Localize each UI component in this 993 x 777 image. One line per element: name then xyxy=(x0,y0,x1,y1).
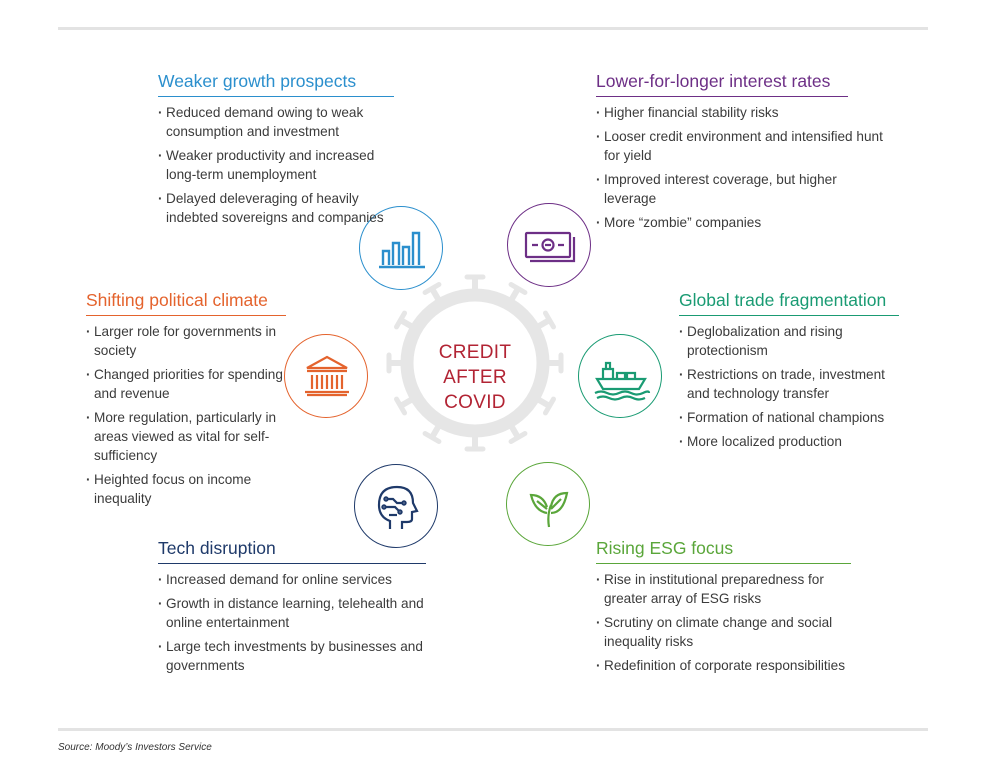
bullet-list xyxy=(596,570,861,675)
theme-title: Lower-for-longer interest rates xyxy=(596,70,848,97)
bullet-text: Large tech investments by businesses and governments xyxy=(166,639,423,673)
virus-spike xyxy=(512,290,517,299)
bullet-list xyxy=(158,570,426,675)
virus-spike xyxy=(539,321,548,326)
bullet-text: Rise in institutional preparedness for greater array of ESG risks xyxy=(604,572,824,606)
bullet-text: Improved interest coverage, but higher leverage xyxy=(604,172,837,206)
bullet-text: More regulation, particularly in areas viewed as vital for self-sufficiency xyxy=(94,410,277,463)
bullet-text: Looser credit environment and intensified hunt for yield xyxy=(604,129,883,163)
source-note: Source: Moody’s Investors Service xyxy=(58,742,212,753)
bullet-text: Growth in distance learning, telehealth and online entertainment xyxy=(166,596,424,630)
bullet-item xyxy=(596,613,861,651)
bullet-item xyxy=(86,365,291,403)
bullet-text: Reduced demand owing to weak consumption and investment xyxy=(166,105,364,139)
bullet-item xyxy=(158,103,403,141)
center-line-1: CREDIT xyxy=(438,342,512,363)
bullet-text: Higher financial stability risks xyxy=(604,105,779,120)
virus-spike xyxy=(539,400,548,405)
bullet-dot: · xyxy=(596,105,601,120)
center-label xyxy=(420,340,530,415)
bullet-text: Heighted focus on income inequality xyxy=(94,472,252,506)
bullet-text: Redefinition of corporate responsibilities xyxy=(604,658,846,673)
bullet-text: More “zombie” companies xyxy=(604,215,762,230)
bullet-text: Weaker productivity and increased long-term unemployment xyxy=(166,148,375,182)
virus-spike xyxy=(402,321,411,326)
trade-icon-circle xyxy=(578,334,662,418)
bullet-text: Larger role for governments in society xyxy=(94,324,277,358)
top-divider xyxy=(58,27,928,30)
bullet-dot: · xyxy=(86,410,91,425)
bullet-item xyxy=(86,408,291,465)
virus-spike xyxy=(402,400,411,405)
bullet-item xyxy=(158,146,403,184)
government-building-icon xyxy=(285,335,369,419)
theme-title: Global trade fragmentation xyxy=(679,289,899,316)
bullet-list xyxy=(596,103,886,232)
bullet-dot: · xyxy=(596,172,601,187)
bullet-item xyxy=(86,322,291,360)
theme-political-climate xyxy=(86,289,291,513)
bullet-dot: · xyxy=(679,410,684,425)
bullet-dot: · xyxy=(596,658,601,673)
bullet-dot: · xyxy=(158,596,163,611)
bullet-dot: · xyxy=(158,639,163,654)
bullet-dot: · xyxy=(679,434,684,449)
bullet-dot: · xyxy=(596,215,601,230)
bullet-item xyxy=(158,594,426,632)
leaf-icon xyxy=(507,463,591,547)
bullet-item xyxy=(679,322,909,360)
bullet-text: Formation of national champions xyxy=(687,410,885,425)
bullet-text: Scrutiny on climate change and social inequality risks xyxy=(604,615,833,649)
bullet-dot: · xyxy=(596,615,601,630)
bullet-dot: · xyxy=(679,324,684,339)
bullet-item xyxy=(679,432,909,451)
cargo-ship-icon xyxy=(579,335,663,419)
bullet-item xyxy=(596,127,886,165)
bullet-item xyxy=(158,637,426,675)
bullet-dot: · xyxy=(86,324,91,339)
bullet-item xyxy=(596,213,886,232)
theme-lower-rates xyxy=(596,70,886,237)
virus-spike xyxy=(512,427,517,436)
bullet-dot: · xyxy=(596,129,601,144)
bullet-dot: · xyxy=(679,367,684,382)
tech-icon-circle xyxy=(354,464,438,548)
bullet-item xyxy=(158,189,403,227)
bullet-item xyxy=(596,170,886,208)
center-line-2: AFTER xyxy=(443,367,507,388)
theme-esg-focus xyxy=(596,537,861,680)
bullet-dot: · xyxy=(158,105,163,120)
center-line-3: COVID xyxy=(444,392,506,413)
bullet-list xyxy=(679,322,909,451)
bullet-dot: · xyxy=(596,572,601,587)
bullet-dot: · xyxy=(158,191,163,206)
virus-spike xyxy=(433,427,438,436)
virus-spike xyxy=(433,290,438,299)
bullet-item xyxy=(158,570,426,589)
theme-weaker-growth xyxy=(158,70,403,232)
bullet-item xyxy=(596,103,886,122)
political-icon-circle xyxy=(284,334,368,418)
bullet-dot: · xyxy=(158,148,163,163)
bullet-text: More localized production xyxy=(687,434,842,449)
bullet-dot: · xyxy=(158,572,163,587)
bullet-item xyxy=(679,365,909,403)
bullet-text: Increased demand for online services xyxy=(166,572,392,587)
bullet-list xyxy=(158,103,403,227)
bullet-text: Changed priorities for spending and revenue xyxy=(94,367,283,401)
bottom-divider xyxy=(58,728,928,731)
theme-title: Weaker growth prospects xyxy=(158,70,394,97)
bullet-dot: · xyxy=(86,472,91,487)
theme-title: Shifting political climate xyxy=(86,289,286,316)
bullet-text: Delayed deleveraging of heavily indebted sovereigns and companies xyxy=(166,191,384,225)
bullet-list xyxy=(86,322,291,508)
esg-icon-circle xyxy=(506,462,590,546)
theme-tech-disruption xyxy=(158,537,426,680)
theme-title: Rising ESG focus xyxy=(596,537,851,564)
bullet-text: Restrictions on trade, investment and technology transfer xyxy=(687,367,885,401)
bullet-text: Deglobalization and rising protectionism xyxy=(687,324,843,358)
bullet-dot: · xyxy=(86,367,91,382)
bullet-item xyxy=(596,570,861,608)
bullet-item xyxy=(86,470,291,508)
bullet-item xyxy=(679,408,909,427)
banknote-icon xyxy=(508,204,592,288)
theme-trade-fragmentation xyxy=(679,289,909,456)
lower-rates-icon-circle xyxy=(507,203,591,287)
bullet-item xyxy=(596,656,861,675)
theme-title: Tech disruption xyxy=(158,537,426,564)
